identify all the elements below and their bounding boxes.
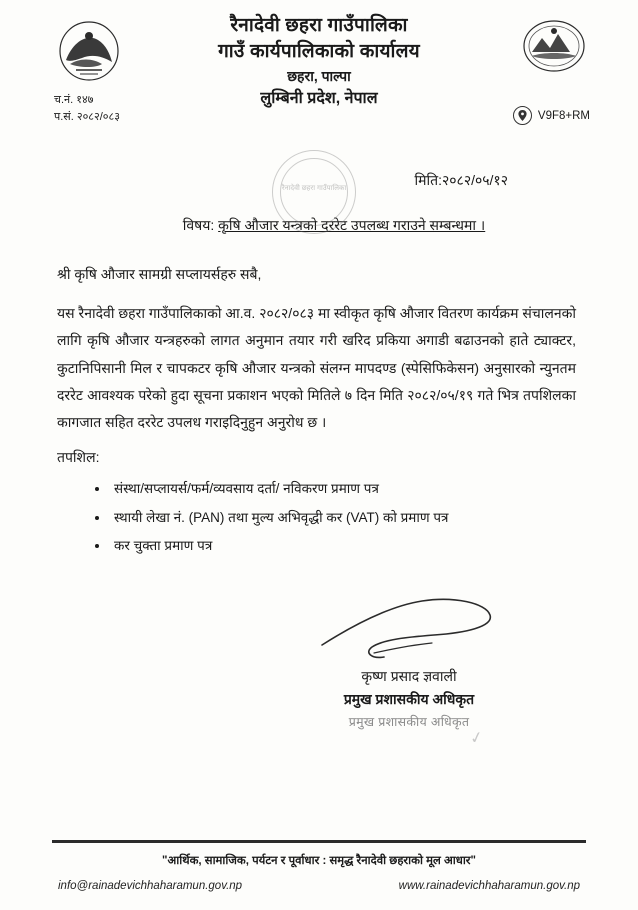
letter-body: यस रैनादेवी छहरा गाउँपालिकाको आ.व. २०८२/०८३ मा स्वीकृत कृषि औजार वितरण कार्यक्रम संचालनको लागि कृषि औजार यन्त्रहरुको लागत अनुमान तयार गरी खरिद प्रकिया अगाडी बढाउनको हाते ट्याक्टर, कुटानिपिसानी मिल र चापकटर कृषि औजार यन्त्रको संलग्न मापदण्ड (स्पेसिफिकेसन) अनुसारको न्युनतम दररेट आवश्यक परेको हुदा सूचना प्रकाशन भएको मितिले ७ दिन मिति २०८२/०५/१९ गते भित्र तपशिलका कागजात सहित दररेट उपलध गराइदिनुहुन अनुरोध छ । bbox=[57, 305, 576, 431]
footer-divider bbox=[52, 840, 586, 843]
plus-code-text: V9F8+RM bbox=[537, 109, 590, 122]
nepal-government-emblem-icon bbox=[58, 20, 120, 82]
file-number: प.सं. २०८२/०८३ bbox=[54, 110, 120, 123]
letter-date: मिति:२०८२/०५/१२ bbox=[414, 172, 508, 188]
official-seal bbox=[272, 150, 356, 234]
salutation: श्री कृषि औजार सामग्री सप्लायर्सहरु सबै, bbox=[57, 266, 262, 282]
location-pin-icon bbox=[513, 106, 532, 125]
org-province-line: लुम्बिनी प्रदेश, नेपाल bbox=[260, 89, 378, 107]
subject-text: कृषि औजार यन्त्रको दररेट उपलब्ध गराउने सम्बन्धमा । bbox=[218, 217, 486, 233]
footer-website[interactable]: www.rainadevichhaharamun.gov.np bbox=[398, 880, 580, 892]
plus-code-block bbox=[513, 106, 590, 125]
list-item: • संस्था/सप्लायर्स/फर्म/व्यवसाय दर्ता/ नविकरण प्रमाण पत्र bbox=[110, 475, 638, 503]
signature-block bbox=[0, 595, 638, 730]
org-name-line1: रैनादेवी छहरा गाउँपालिका bbox=[230, 15, 408, 36]
signatory-name: कृष्ण प्रसाद ज्ञवाली bbox=[361, 667, 457, 684]
footer-contacts bbox=[0, 880, 638, 892]
letter-footer bbox=[0, 840, 638, 892]
details-label: तपशिल: bbox=[57, 449, 100, 466]
list-item: • स्थायी लेखा नं. (PAN) तथा मुल्य अभिवृद्धी कर (VAT) को प्रमाण पत्र bbox=[110, 504, 638, 532]
reference-numbers bbox=[54, 92, 120, 125]
handwritten-signature bbox=[200, 595, 618, 665]
municipality-logo-icon bbox=[522, 18, 586, 74]
seal-text: रैनादेवी छहरा गाउँपालिका bbox=[281, 185, 347, 192]
signatory-post: प्रमुख प्रशासकीय अधिकृत bbox=[343, 690, 475, 707]
letterhead bbox=[0, 0, 638, 145]
org-address-line: छहरा, पाल्पा bbox=[287, 67, 351, 84]
list-item: • कर चुक्ता प्रमाण पत्र bbox=[110, 532, 638, 560]
details-list bbox=[0, 475, 638, 560]
signatory-stamp: प्रमुख प्रशासकीय अधिकृत bbox=[348, 714, 470, 729]
subject-label: विषय: bbox=[182, 217, 215, 233]
footer-slogan: "आर्थिक, सामाजिक, पर्यटन र पूर्वाधार : समृद्ध रैनादेवी छहराको मूल आधार" bbox=[162, 855, 476, 867]
footer-email[interactable]: info@rainadevichhaharamun.gov.np bbox=[58, 880, 243, 892]
org-name-line2: गाउँ कार्यपालिकाको कार्यालय bbox=[218, 41, 420, 63]
dispatch-number: च.नं. १४७ bbox=[54, 94, 94, 106]
faint-pen-mark: ✓ bbox=[468, 728, 486, 749]
